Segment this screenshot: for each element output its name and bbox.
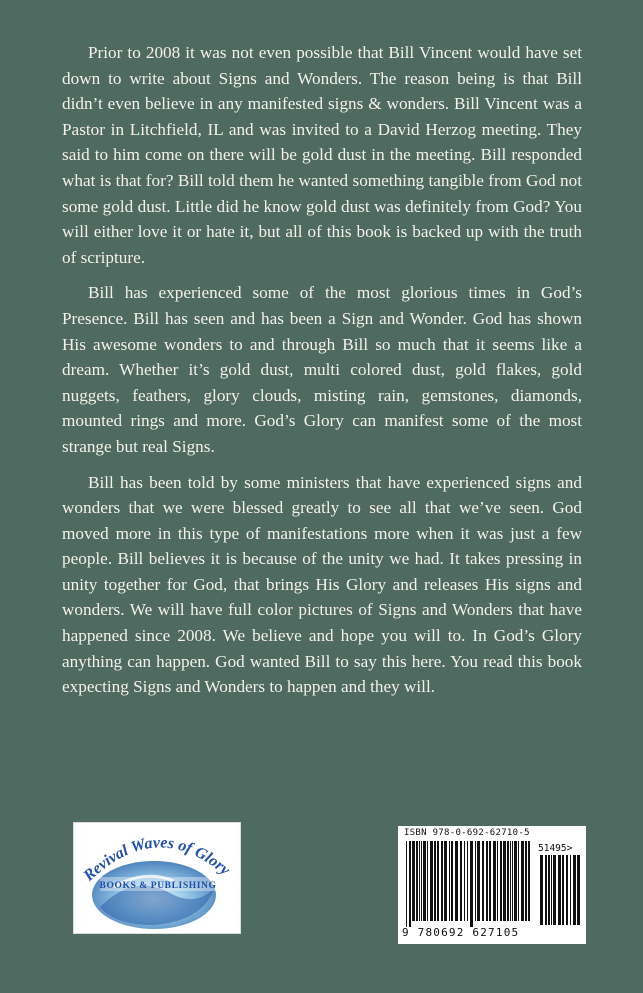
back-cover-blurb [62,40,582,710]
price-addon-bars [540,855,582,927]
isbn-label: ISBN 978-0-692-62710-5 [404,828,530,838]
publisher-name-arc: Revival Waves of Glory [80,834,234,885]
blurb-paragraph-1: Prior to 2008 it was not even possible that Bill Vincent would have set down to write about Signs and Wonders. The reason being is that Bill didn’t even believe in any manifested signs & wonders. Bill Vincent was a Pastor in Litchfield, IL and was invited to a David Herzog meeting. They said to him come on there will be gold dust in the meeting. Bill responded what is that for? Bill told them he wanted something tangible from God not some gold dust. Little did he know gold dust was definitely from God? You will either love it or hate it, but all of this book is backed up with the truth of scripture. [62,43,582,267]
blurb-paragraph-3: Bill has been told by some ministers that have experienced signs and wonders that we were blessed greatly to see all that we’ve seen. God moved more in this type of manifestations more when it was just a few people. Bill believes it is because of the unity we had. It takes pressing in unity together for God, that brings His Glory and releases His signs and wonders. We will have full color pictures of Signs and Wonders that have happened since 2008. We believe and hope you will to. In God’s Glory anything can happen. God wanted Bill to say this here. You read this book expecting Signs and Wonders to happen and they will. [62,472,582,697]
publisher-logo-graphic [74,823,240,933]
ean-barcode-bars [406,841,534,927]
publisher-tagline: BOOKS & PUBLISHING [99,881,217,891]
price-code: 51495> [538,843,573,854]
blurb-paragraph-2: Bill has experienced some of the most glorious times in God’s Presence. Bill has seen and has been a Sign and Wonder. God has shown His awesome wonders to and through Bill so much that it seems like a dream. Whether it’s gold dust, multi colored dust, gold flakes, gold nuggets, feathers, glory clouds, misting rain, gemstones, diamonds, mounted rings and more. God’s Glory can manifest some of the most strange but real Signs. [62,283,582,456]
publisher-logo [73,822,241,934]
isbn-barcode [398,826,586,944]
ean-digits: 9 780692 627105 [402,926,520,939]
